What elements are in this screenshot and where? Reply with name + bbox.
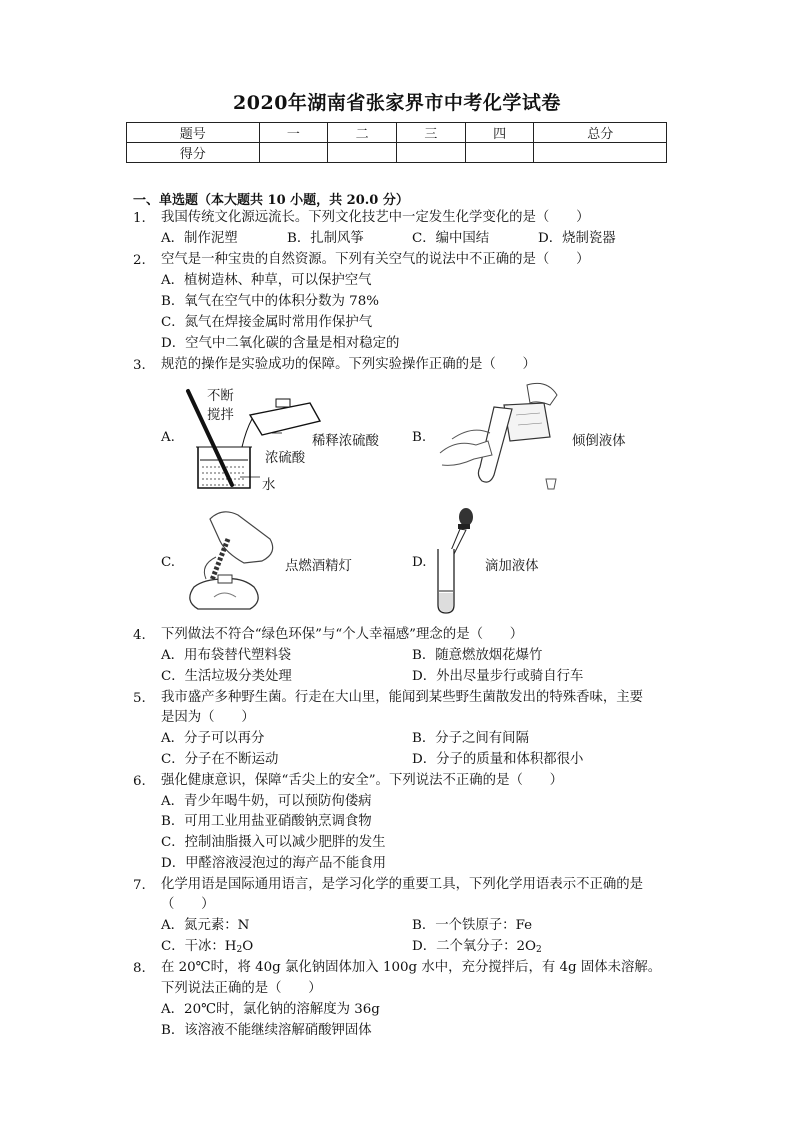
pour-liquid-label: 倾倒液体 xyxy=(572,434,626,449)
option-c: C．生活垃圾分类处理 xyxy=(161,669,292,684)
option-b-label: B. xyxy=(412,430,427,445)
question-stem: 在 20℃时，将 40g 氯化钠固体加入 100g 水中，充分搅拌后，有 4g 固体未溶解。 xyxy=(161,960,662,975)
option-a: A．青少年喝牛奶，可以预防佝偻病 xyxy=(161,794,372,809)
question-stem: 下列做法不符合“绿色环保”与“个人幸福感”理念的是（ ） xyxy=(161,627,524,642)
score-header-cell: 四 xyxy=(465,123,534,143)
option-a: A．植树造林、种草，可以保护空气 xyxy=(161,273,372,288)
option-d: D．外出尽量步行或骑自行车 xyxy=(412,669,584,684)
option-b: B．该溶液不能继续溶解硝酸钾固体 xyxy=(161,1023,372,1038)
question-number: 5. xyxy=(133,691,146,706)
drip-liquid-label: 滴加液体 xyxy=(485,559,539,574)
option-c-text-end: O xyxy=(242,939,254,954)
score-cell xyxy=(396,143,465,163)
exam-title: 2020年湖南省张家界市中考化学试卷 xyxy=(233,92,561,114)
question-number: 6. xyxy=(133,774,146,789)
option-c xyxy=(161,940,253,955)
dilute-label: 稀释浓硫酸 xyxy=(312,434,379,449)
question-stem-cont: 下列说法正确的是（ ） xyxy=(161,981,322,996)
option-b: B．氧气在空气中的体积分数为 78% xyxy=(161,294,379,309)
question-number: 8. xyxy=(133,961,146,976)
question-stem: 我国传统文化源远流长。下列文化技艺中一定发生化学变化的是（ ） xyxy=(161,210,590,225)
pouring-figure xyxy=(432,375,572,495)
light-lamp-label: 点燃酒精灯 xyxy=(285,559,352,574)
score-table xyxy=(126,122,667,163)
option-b: B．可用工业用盐亚硝酸钠烹调食物 xyxy=(161,814,372,829)
option-b: B．扎制风筝 xyxy=(287,231,364,246)
question-number: 1. xyxy=(133,211,146,226)
option-b: B．分子之间有间隔 xyxy=(412,731,529,746)
option-a: A．氮元素：N xyxy=(161,918,250,933)
option-d xyxy=(412,940,542,955)
option-a: A．用布袋替代塑料袋 xyxy=(161,648,292,663)
option-a: A．制作泥塑 xyxy=(161,231,238,246)
score-row-label: 得分 xyxy=(127,143,260,163)
option-d: D．烧制瓷器 xyxy=(538,231,616,246)
option-c-text: C．干冰：H xyxy=(161,939,237,954)
score-header-cell: 一 xyxy=(259,123,328,143)
option-a: A．20℃时，氯化钠的溶解度为 36g xyxy=(161,1002,380,1017)
score-table-header-row xyxy=(127,123,667,143)
question-number: 3. xyxy=(133,358,146,373)
score-header-cell: 三 xyxy=(396,123,465,143)
option-b: B．随意燃放烟花爆竹 xyxy=(412,648,543,663)
option-b: B．一个铁原子：Fe xyxy=(412,918,533,933)
option-d-text: D．二个氧分子：2O xyxy=(412,939,536,954)
question-stem: 化学用语是国际通用语言，是学习化学的重要工具，下列化学用语表示不正确的是 xyxy=(161,877,644,892)
subscript: 2 xyxy=(535,945,542,955)
option-d: D．甲醛溶液浸泡过的海产品不能食用 xyxy=(161,856,386,871)
section-heading: 一、单选题（本大题共 10 小题，共 20.0 分） xyxy=(133,193,409,208)
water-label: 水 xyxy=(262,478,276,493)
score-header-cell: 题号 xyxy=(127,123,260,143)
dropper-figure xyxy=(430,505,490,615)
score-header-cell: 二 xyxy=(328,123,397,143)
question-number: 2. xyxy=(133,253,146,268)
alcohol-lamp-figure xyxy=(180,505,280,615)
score-table-score-row xyxy=(127,143,667,163)
option-c-label: C. xyxy=(161,555,176,570)
score-cell xyxy=(534,143,667,163)
question-stem: 强化健康意识，保障“舌尖上的安全”。下列说法不正确的是（ ） xyxy=(161,773,564,788)
option-d: D．空气中二氧化碳的含量是相对稳定的 xyxy=(161,336,400,351)
question-number: 4. xyxy=(133,628,146,643)
question-stem: 空气是一种宝贵的自然资源。下列有关空气的说法中不正确的是（ ） xyxy=(161,252,590,267)
option-c: C．氮气在焊接金属时常用作保护气 xyxy=(161,315,373,330)
question-number: 7. xyxy=(133,878,146,893)
stir-label-2: 搅拌 xyxy=(207,408,234,423)
option-a-label: A. xyxy=(161,430,175,445)
option-c: C．分子在不断运动 xyxy=(161,752,279,767)
question-stem-cont: 是因为（ ） xyxy=(161,710,255,725)
subscript: 2 xyxy=(236,945,243,955)
question-stem-cont: （ ） xyxy=(161,897,215,912)
option-c: C．编中国结 xyxy=(412,231,490,246)
score-cell xyxy=(328,143,397,163)
option-c: C．控制油脂摄入可以减少肥胖的发生 xyxy=(161,835,386,850)
option-d: D．分子的质量和体积都很小 xyxy=(412,752,584,767)
question-stem: 我市盛产多种野生菌。行走在大山里，能闻到某些野生菌散发出的特殊香味，主要 xyxy=(161,690,644,705)
stir-label-1: 不断 xyxy=(207,389,234,404)
score-cell xyxy=(259,143,328,163)
option-a: A．分子可以再分 xyxy=(161,731,265,746)
score-header-cell: 总分 xyxy=(534,123,667,143)
score-cell xyxy=(465,143,534,163)
question-stem: 规范的操作是实验成功的保障。下列实验操作正确的是（ ） xyxy=(161,357,536,372)
option-d-label: D. xyxy=(412,555,427,570)
acid-label: 浓硫酸 xyxy=(265,451,306,466)
